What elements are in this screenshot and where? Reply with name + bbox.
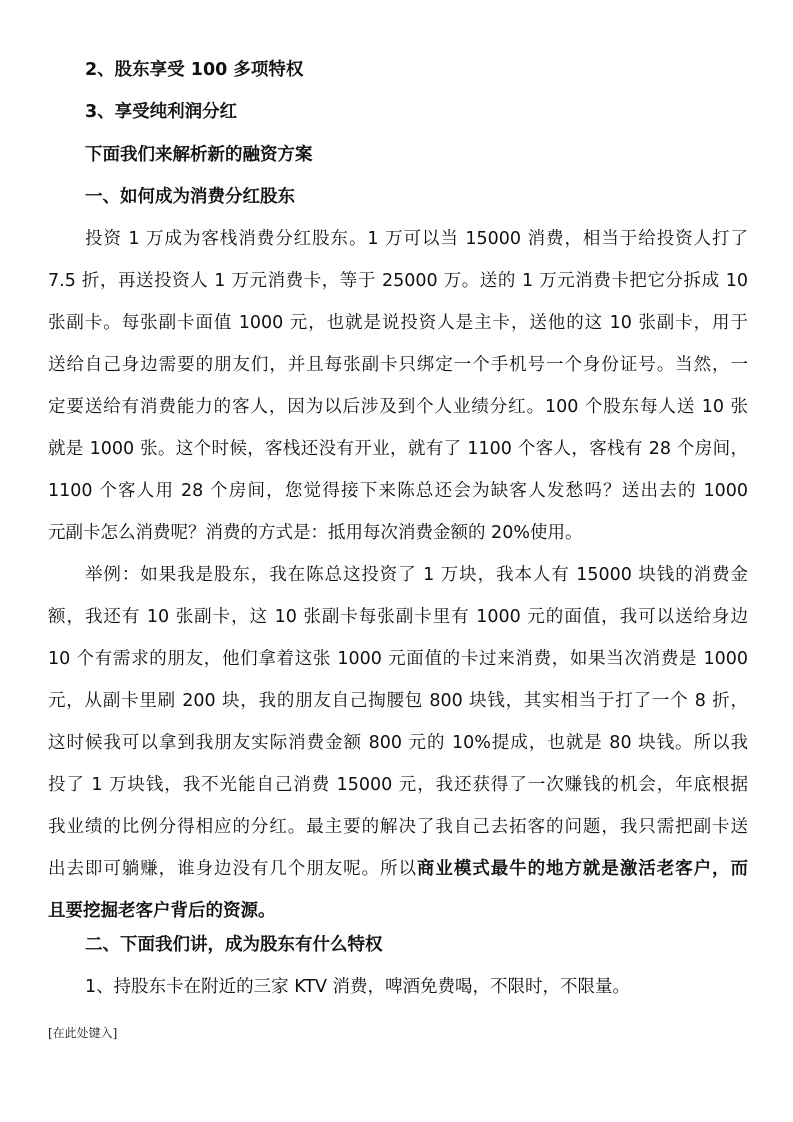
para1-line: 7.5 折，再送投资人 1 万元消费卡，等于 25000 万。送的 1 万元消费卡把它分拆成 10 (48, 271, 748, 291)
heading-section-2: 二、下面我们讲，成为股东有什么特权 (85, 935, 383, 955)
section2-item-1: 1、持股东卡在附近的三家 KTV 消费，啤酒免费喝，不限时，不限量。 (85, 977, 631, 997)
para2-line: 我业绩的比例分得相应的分红。最主要的解决了我自己去拓客的问题，我只需把副卡送 (48, 817, 748, 837)
para1-line: 1100 个客人用 28 个房间，您觉得接下来陈总还会为缺客人发愁吗？送出去的 1000 (48, 481, 748, 501)
para1-line: 投资 1 万成为客栈消费分红股东。1 万可以当 15000 消费，相当于给投资人打了 (85, 229, 748, 249)
heading-intro: 下面我们来解析新的融资方案 (85, 145, 313, 165)
para2-line (48, 898, 748, 924)
para2-line: 元，从副卡里刷 200 块，我的朋友自己掏腰包 800 块钱，其实相当于打了一个 8 折， (48, 691, 748, 711)
para1-line: 就是 1000 张。这个时候，客栈还没有开业，就有了 1100 个客人，客栈有 28 个房间， (48, 439, 748, 459)
para2-line: 这时候我可以拿到我朋友实际消费金额 800 元的 10%提成，也就是 80 块钱。所以我 (48, 733, 748, 753)
para2-line (48, 856, 748, 882)
para1-line: 送给自己身边需要的朋友们，并且每张副卡只绑定一个手机号一个身份证号。当然，一 (48, 355, 748, 375)
heading-item-2: 2、股东享受 100 多项特权 (85, 60, 304, 80)
para2-emphasis: 且要挖掘老客户背后的资源。 (48, 901, 276, 921)
heading-section-1: 一、如何成为消费分红股东 (85, 187, 295, 207)
para2-emphasis: 商业模式最牛的地方就是激活老客户，而 (416, 859, 748, 879)
para2-text: 出去即可躺赚，谁身边没有几个朋友呢。所以 (48, 859, 417, 879)
para1-line: 元副卡怎么消费呢？消费的方式是：抵用每次消费金额的 20%使用。 (48, 523, 583, 543)
para1-line: 定要送给有消费能力的客人，因为以后涉及到个人业绩分红。100 个股东每人送 10 张 (48, 397, 748, 417)
footer-placeholder[interactable]: [在此处键入] (48, 1026, 118, 1040)
para2-line: 10 个有需求的朋友，他们拿着这张 1000 元面值的卡过来消费，如果当次消费是 1000 (48, 649, 748, 669)
heading-item-3: 3、享受纯利润分红 (85, 102, 238, 122)
para1-line: 张副卡。每张副卡面值 1000 元，也就是说投资人是主卡，送他的这 10 张副卡，用于 (48, 313, 748, 333)
para2-line: 额，我还有 10 张副卡，这 10 张副卡每张副卡里有 1000 元的面值，我可以送给身边 (48, 607, 748, 627)
para2-line: 举例：如果我是股东，我在陈总这投资了 1 万块，我本人有 15000 块钱的消费金 (85, 565, 748, 585)
para2-line: 投了 1 万块钱，我不光能自己消费 15000 元，我还获得了一次赚钱的机会，年底根据 (48, 775, 748, 795)
